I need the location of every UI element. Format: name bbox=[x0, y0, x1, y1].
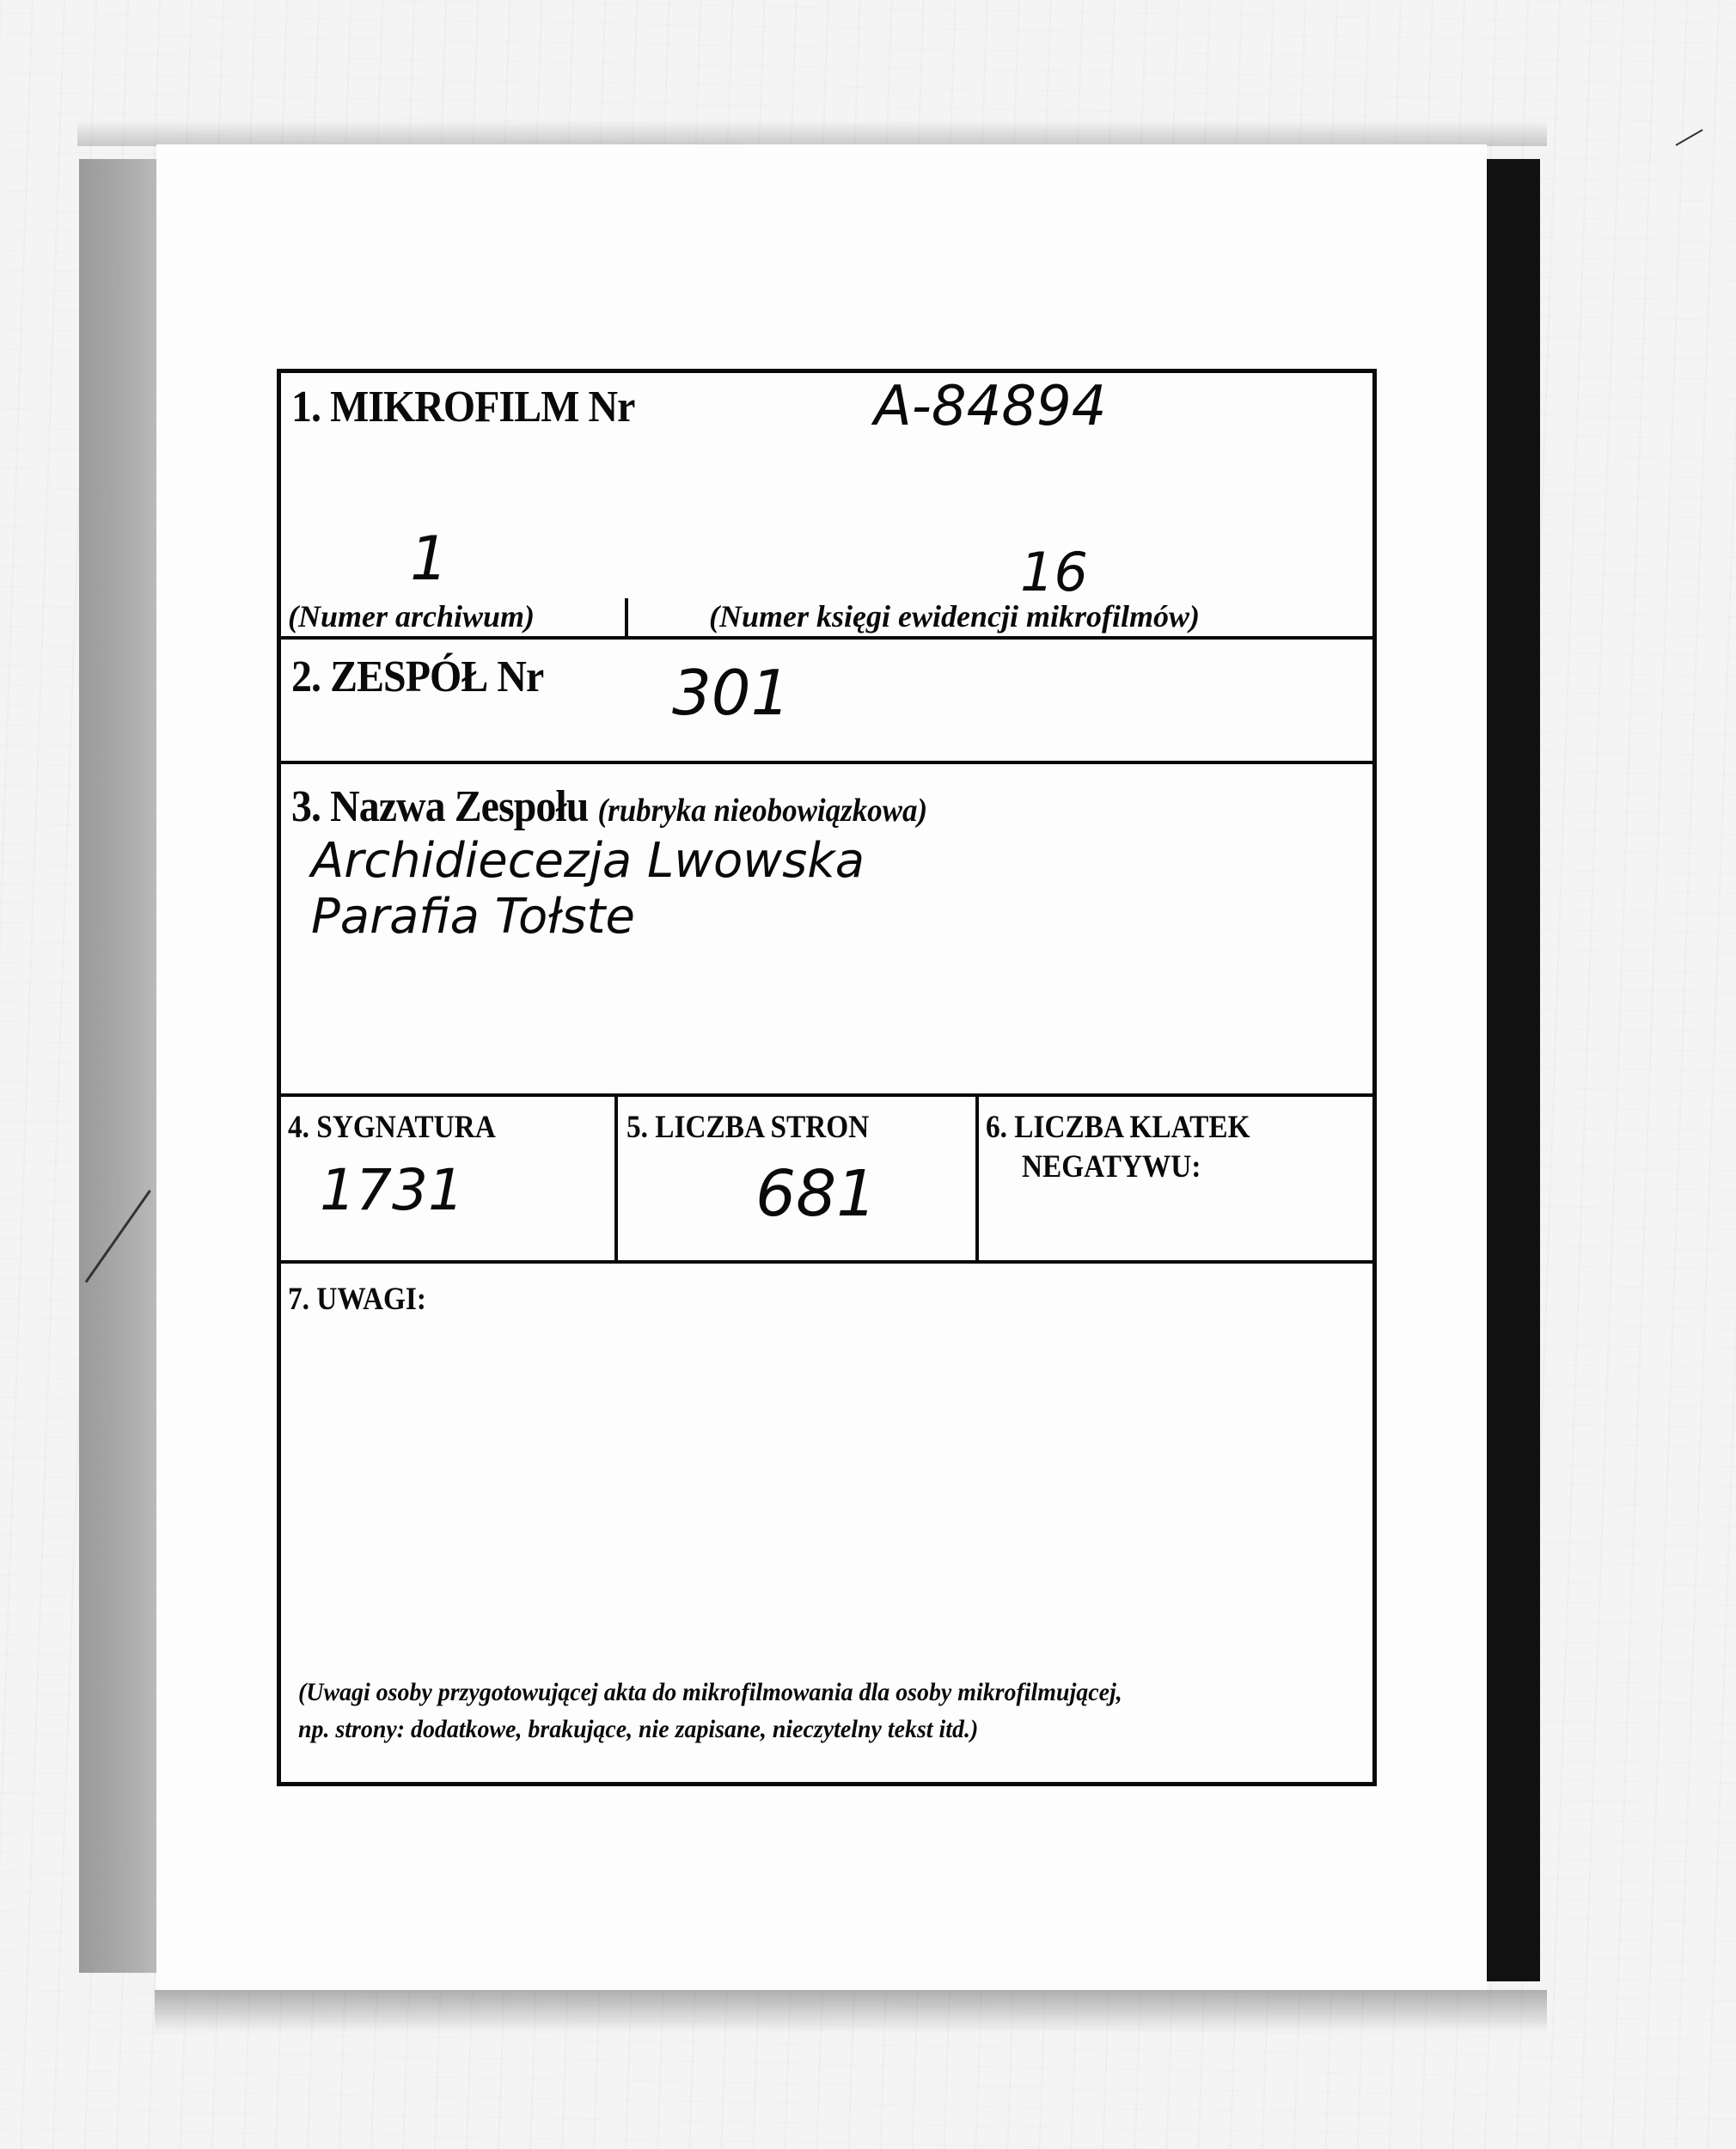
register-number-value: 16 bbox=[1020, 541, 1088, 603]
page-count-value: 681 bbox=[755, 1157, 877, 1231]
fonds-name-line1: Archidiecezja Lwowska bbox=[311, 833, 865, 889]
fonds-name-label-text: 3. Nazwa Zespołu bbox=[291, 782, 589, 831]
section-details bbox=[281, 1093, 1372, 1260]
negative-frames-cell bbox=[975, 1097, 1372, 1260]
fonds-name-label bbox=[291, 781, 927, 832]
record-card bbox=[156, 144, 1487, 1990]
microfilm-form bbox=[277, 369, 1377, 1786]
fonds-name-label-note: (rubryka nieobowiązkowa) bbox=[597, 793, 928, 829]
remarks-label: 7. UWAGI: bbox=[288, 1282, 426, 1317]
bottom-shadow bbox=[155, 1990, 1547, 2033]
negative-frames-label-line1: 6. LICZBA KLATEK bbox=[986, 1110, 1250, 1145]
section-fonds-name bbox=[281, 761, 1372, 1093]
archive-number-caption: (Numer archiwum) bbox=[288, 599, 535, 634]
signature-label: 4. SYGNATURA bbox=[288, 1110, 496, 1145]
caption-divider bbox=[625, 598, 628, 637]
signature-cell bbox=[281, 1097, 614, 1260]
microfilm-number-value: A-84894 bbox=[874, 375, 1107, 438]
archive-number-value: 1 bbox=[410, 523, 449, 594]
page-count-label: 5. LICZBA STRON bbox=[627, 1110, 870, 1145]
negative-frames-label-line2: NEGATYWU: bbox=[1022, 1149, 1201, 1185]
top-shadow bbox=[77, 120, 1547, 146]
section-fonds-number bbox=[281, 636, 1372, 761]
fonds-number-value: 301 bbox=[672, 657, 791, 729]
fonds-name-line2: Parafia Tołste bbox=[311, 889, 635, 945]
section-microfilm-number bbox=[281, 373, 1372, 640]
left-film-edge bbox=[79, 159, 158, 1973]
right-film-edge bbox=[1487, 159, 1540, 1981]
page-count-cell bbox=[614, 1097, 975, 1260]
remarks-instructions bbox=[298, 1674, 1122, 1748]
microfilm-label: 1. MIKROFILM Nr bbox=[291, 383, 635, 432]
fonds-label: 2. ZESPÓŁ Nr bbox=[291, 652, 544, 701]
remarks-instructions-line1: (Uwagi osoby przygotowującej akta do mikrofilmowania dla osoby mikrofilmującej, bbox=[298, 1678, 1122, 1706]
remarks-instructions-line2: np. strony: dodatkowe, brakujące, nie zapisane, nieczytelny tekst itd.) bbox=[298, 1715, 979, 1743]
section-remarks bbox=[281, 1260, 1372, 1782]
register-number-caption: (Numer księgi ewidencji mikrofilmów) bbox=[709, 599, 1200, 634]
signature-value: 1731 bbox=[320, 1157, 464, 1223]
